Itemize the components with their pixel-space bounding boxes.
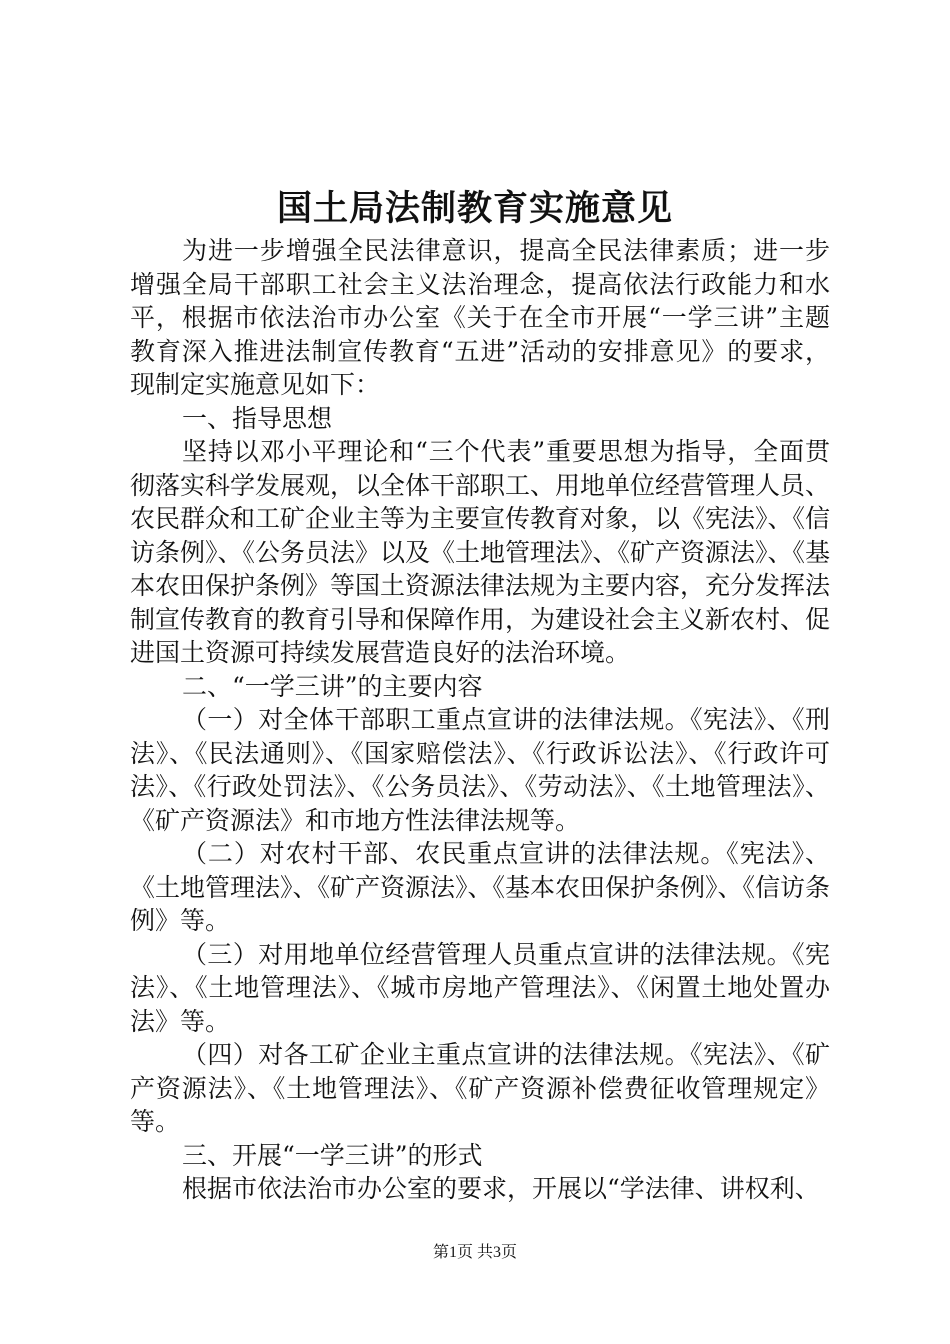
document-body	[130, 234, 830, 1206]
form-paragraph: 根据市依法治市办公室的要求，开展以“学法律、讲权利、	[182, 1174, 820, 1203]
section-heading-guiding-ideology: 一、指导思想	[182, 403, 333, 433]
content-item-4: （四）对各工矿企业主重点宣讲的法律法规。《宪法》、《矿产资源法》、《土地管理法》、《矿产资源补偿费征收管理规定》等。	[130, 1040, 830, 1136]
guiding-ideology-paragraph: 坚持以邓小平理论和“三个代表”重要思想为指导，全面贯彻落实科学发展观，以全体干部职工、用地单位经营管理人员、农民群众和工矿企业主等为主要宣传教育对象，以《宪法》、《信访条例》、《公务员法》以及《土地管理法》、《矿产资源法》、《基本农田保护条例》等国土资源法律法规为主要内容，充分发挥法制宣传教育的教育引导和保障作用，为建设社会主义新农村、促进国土资源可持续发展营造良好的法治环境。	[130, 437, 831, 667]
content-item-2: （二）对农村干部、农民重点宣讲的法律法规。《宪法》、《土地管理法》、《矿产资源法》、《基本农田保护条例》、《信访条例》等。	[130, 839, 831, 935]
section-heading-form: 三、开展“一学三讲”的形式	[182, 1140, 483, 1170]
intro-paragraph: 为进一步增强全民法律意识，提高全民法律素质；进一步增强全局干部职工社会主义法治理念，提高依法行政能力和水平，根据市依法治市办公室《关于在全市开展“一学三讲”主题教育深入推进法制宣传教育“五进”活动的安排意见》的要求，现制定实施意见如下：	[130, 236, 830, 399]
page-number: 第1页 共3页	[432, 1244, 517, 1261]
content-item-3: （三）对用地单位经营管理人员重点宣讲的法律法规。《宪法》、《土地管理法》、《城市房地产管理法》、《闲置土地处置办法》等。	[130, 939, 830, 1036]
section-heading-main-content: 二、“一学三讲”的主要内容	[182, 671, 483, 701]
document-title: 国土局法制教育实施意见	[276, 188, 673, 229]
content-item-1: （一）对全体干部职工重点宣讲的法律法规。《宪法》、《刑法》、《民法通则》、《国家赔偿法》、《行政诉讼法》、《行政许可法》、《行政处罚法》、《公务员法》、《劳动法》、《土地管理法》、《矿产资源法》和市地方性法律法规等。	[130, 705, 830, 835]
